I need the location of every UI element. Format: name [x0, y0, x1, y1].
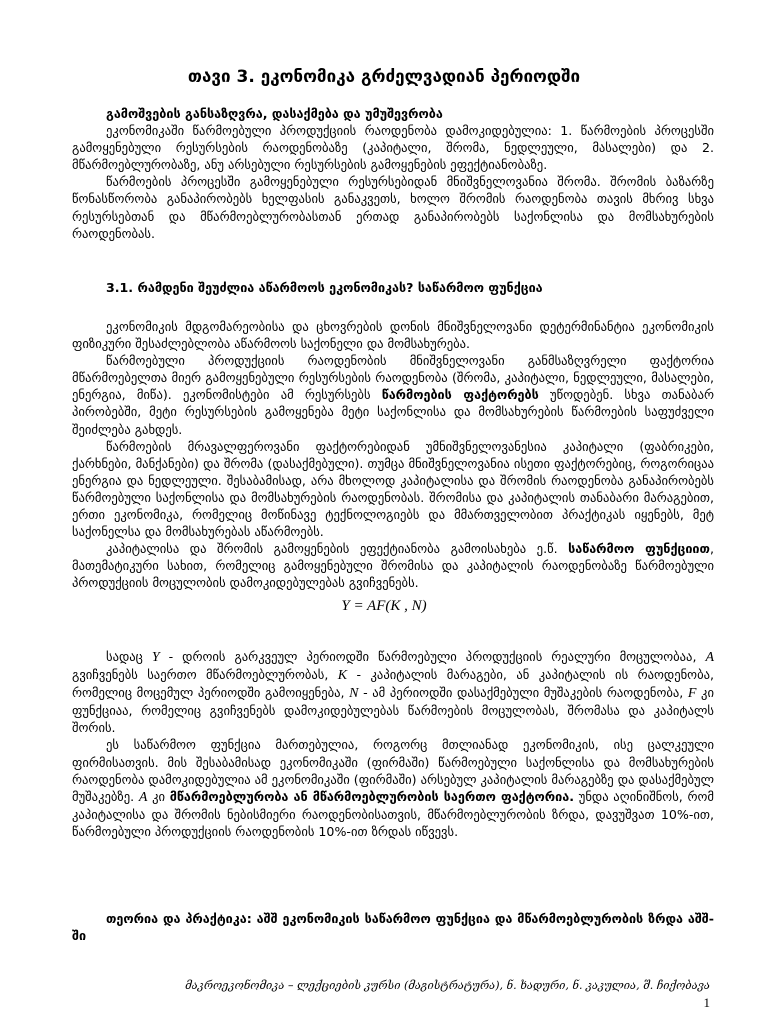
bold-term: საწარმოო ფუნქციით: [568, 541, 710, 557]
paragraph-text: კი ფუნქციაა, რომელიც გვიჩვენებს დამოკიდებულებას წარმოების მოცულობას, შრომასა და კაპიტალს შორის.: [72, 685, 715, 736]
chapter-title: თავი 3. ეკონომიკა გრძელვადიან პერიოდში: [187, 67, 581, 87]
paragraph-text: წარმოებული პროდუქციის რაოდენობის მნიშვნელოვანი განმსაზღვრელი ფაქტორია მწარმოებელთა მიერ გამოყენებული რესურსების რაოდენობა (შრომა, კაპიტალი, ნედლეული, მასალები, ენერგია, მიწა). ეკონომისტები ამ რესურსებს: [72, 353, 714, 403]
paragraph-text: კი: [147, 788, 170, 804]
math-variable: A: [138, 789, 148, 805]
paragraph: [72, 540, 714, 591]
math-variable: Y: [151, 650, 160, 665]
paragraph: ეკონომიკის მდგომარეობისა და ცხოვრების დონის მნიშვნელოვანი დეტერმინანტია ეკონომიკის ფიზიკური შესაძლებლობა აწარმოოს საქონელი და მომსახურება.: [72, 319, 714, 352]
paragraph: წარმოების პროცესში გამოყენებული რესურსებიდან მნიშვნელოვანია შრომა. შრომის ბაზარზე წონასწორობა განაპირობებს ხელფასის განაკვეთს, ხოლო შრომის რაოდენობა თავის მხრივ სხვა რესურსებთან და მწარმოებლურობასთან ერთად განაპირობებს საქონლისა და მომსახურების რაოდენობას.: [72, 174, 714, 241]
section-heading: თეორია და პრაქტიკა: აშშ ეკონომიკის საწარმოო ფუნქცია და მწარმოებლურობის ზრდა აშშ-ში: [72, 911, 714, 944]
bold-term: მწარმოებლურობა ან მწარმოებლურობის საერთო ფაქტორია.: [169, 788, 575, 804]
math-variable: A: [705, 650, 714, 665]
paragraph: [72, 352, 714, 437]
production-function-equation: Y = AF(K , N): [341, 598, 427, 614]
paragraph-text: - ამ პერიოდში დასაქმებული მუშაკების რაოდენობა,: [358, 685, 688, 701]
paragraph-text: გვიჩვენებს საერთო მწარმოებლურობას,: [72, 667, 338, 683]
section-theory-practice: [72, 910, 714, 944]
paragraph-text: კაპიტალისა და შრომის გამოყენების ეფექტიანობა გამოისახება ე.წ.: [106, 541, 569, 557]
paragraph-text: უნდა აღინიშნოს, რომ კაპიტალისა და შრომის ნებისმიერი რაოდენობისათვის, მწარმოებლურობის ზრდა, დავუშვათ 10%-ით, წარმოებული პროდუქციის რაოდენობის 10%-ით ზრდას იწვევს.: [72, 788, 715, 839]
math-variable: K: [337, 668, 348, 684]
page-footer: მაკროეკონომიკა – ლექციების კურსი (მაგისტრატურა), ნ. ხადური, ნ. კაკულია, შ. ჩიქობავა: [185, 979, 710, 992]
section-production-function: [72, 279, 714, 296]
paragraph-text: უწოდებენ. სხვა თანაბარ პირობებში, მეტი რესურსების გამოყენება მეტი საქონლისა და მომსახურების წარმოების საფუძველი შეიძლება გახდეს.: [72, 387, 714, 437]
paragraph-text: სადაც: [106, 649, 143, 664]
paragraph: [72, 648, 714, 736]
section-production-function-body: [72, 318, 714, 592]
section-heading: 3.1. რამდენი შეუძლია აწარმოოს ეკონომიკას? საწარმოო ფუნქცია: [106, 280, 543, 295]
section-production-employment: [72, 105, 714, 242]
paragraph-text: - კაპიტალის მარაგები, ან კაპიტალის ის რაოდენობა, რომელიც მოცემულ პერიოდში გამოიყენება,: [72, 667, 714, 701]
paragraph: [72, 736, 714, 840]
section-heading: გამოშვების განსაზღვრა, დასაქმება და უმუშევრობა: [106, 106, 443, 121]
math-variable: F: [687, 686, 697, 702]
bold-term: წარმოების ფაქტორებს: [381, 387, 539, 403]
paragraph: ეკონომიკაში წარმოებული პროდუქციის რაოდენობა დამოკიდებულია: 1. წარმოების პროცესში გამოყენებული რესურსების რაოდენობაზე (კაპიტალი, შრომა, ნედლეული, მასალები) და 2. მწარმოებლურობაზე, ანუ არსებული რესურსების გამოყენების ეფექტიანობაზე.: [72, 123, 714, 173]
math-variable: N: [349, 686, 359, 702]
paragraph: წარმოების მრავალფეროვანი ფაქტორებიდან უმნიშვნელოვანესია კაპიტალი (ფაბრიკები, ქარხნები, მანქანები) და შრომა (დასაქმებული). თუმცა მნიშვნელოვანია ისეთი ფაქტორებიც, როგორიცაა ენერგია და ნედლეული. შესაბამისად, არა მხოლოდ კაპიტალისა და შრომის რაოდენობა განაპირობებს წარმოებული საქონლისა და მომსახურების რაოდენობას. შრომისა და კაპიტალის თანაბარი მარაგებით, ერთი ეკონომიკა, რომელიც მოწინავე ტექნოლოგიებს და მმართველობით პრაქტიკას იყენებს, მეტ საქონელსა და მომსახურებას აწარმოებს.: [72, 438, 714, 540]
paragraph-text: , მათემატიკური სახით, რომელიც გამოყენებული შრომისა და კაპიტალის რაოდენობაზე წარმოებული პროდუქციის მოცულობის დამოკიდებულებას გვიჩვენებს.: [72, 541, 714, 591]
paragraph-text: - დროის გარკვეულ პერიოდში წარმოებული პროდუქციის რეალური მოცულობაა,: [159, 649, 706, 664]
paragraph-text: ეს საწარმოო ფუნქცია მართებულია, როგორც მთლიანად ეკონომიკის, ისე ცალკეული ფირმისათვის. მის შესაბამისად ეკონომიკაში (ფირმაში) წარმოებული საქონლისა და მომსახურების რაოდენობა დამოკიდებულია ამ ეკონომიკაში (ფირმაში) არსებულ კაპიტალის მარაგებზე და დასაქმებულ მუშაკებზე.: [72, 737, 714, 804]
page-number: 1: [703, 995, 710, 1010]
equation-explanation: [72, 648, 714, 840]
